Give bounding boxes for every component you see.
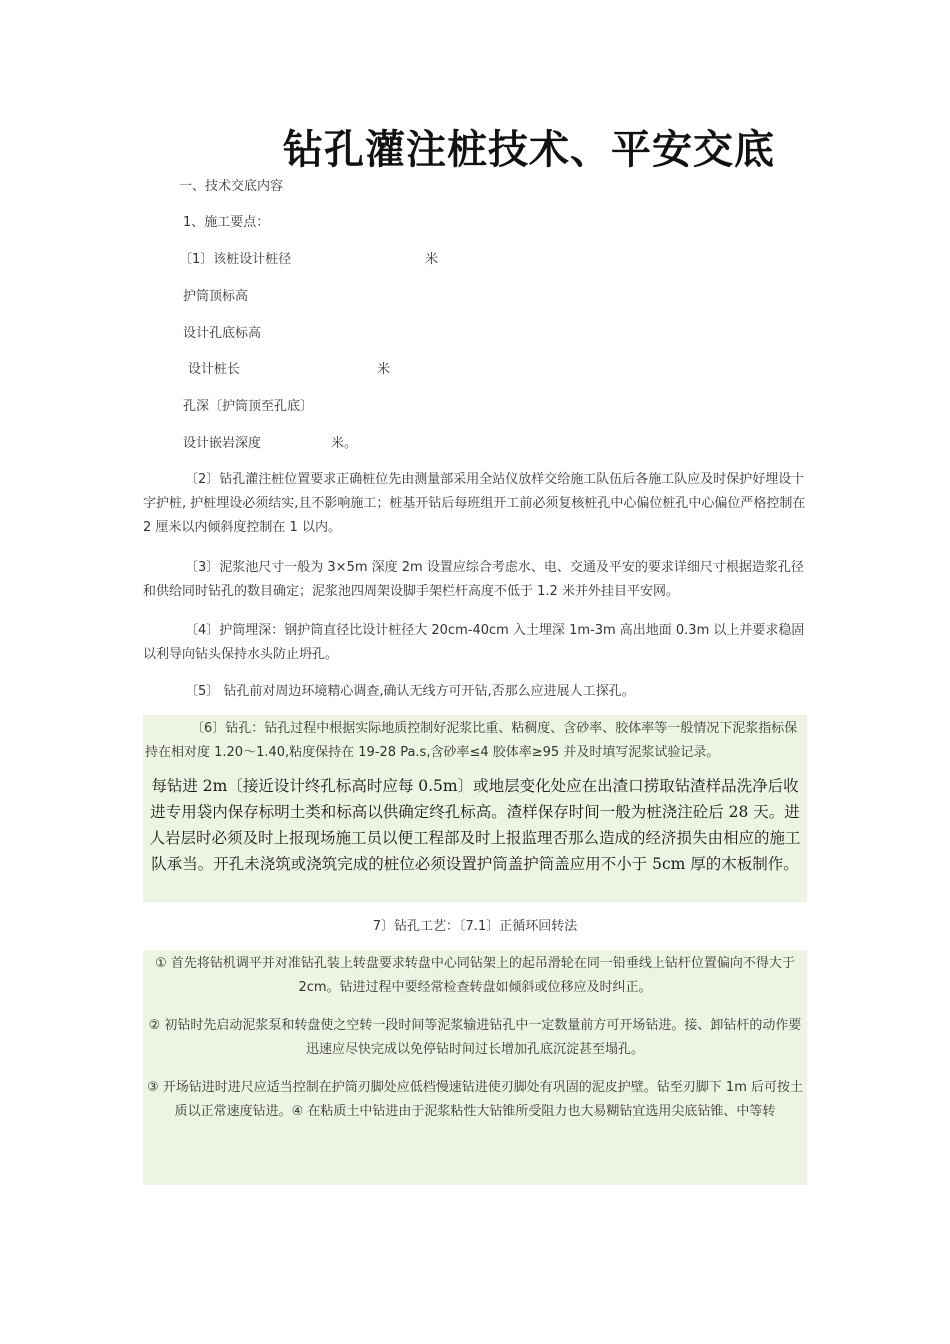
paragraph-4: 〔4〕护筒埋深：钢护筒直径比设计桩径大 20cm-40cm 入土埋深 1m-3m 高出地面 0.3m 以上并要求稳固以利导向钻头保持水头防止坍孔。 [143, 623, 805, 662]
section-heading: 一、技术交底内容 [179, 179, 284, 194]
paragraph-3: 〔3〕泥浆池尺寸一般为 3×5m 深度 2m 设置应综合考虑水、电、交通及平安的要求详细尺寸根据造浆孔径和供给同时钻孔的数目确定；泥浆池四周架设脚手架栏杆高度不低于 1.2 米并外挂目平安网。 [143, 560, 804, 599]
sub-heading: 1、施工要点： [183, 215, 270, 230]
green-box-process [143, 950, 807, 1185]
green-box-drilling [143, 715, 807, 902]
pile-diameter-unit: 米 [425, 252, 439, 267]
paragraph-7-heading: 7〕钻孔工艺：〔7.1〕正循环回转法 [372, 919, 578, 934]
casing-top-label: 护筒顶标高 [183, 289, 249, 304]
rock-depth-label: 设计嵌岩深度 [183, 436, 262, 451]
step-2: ② 初钻时先启动泥浆泵和转盘使之空转一段时间等泥浆输进钻孔中一定数量前方可开场钻进。接、卸钻杆的动作要迅速应尽快完成以免停钻时间过长增加孔底沉淀甚至塌孔。 [148, 1018, 802, 1057]
page-title: 钻孔灌注桩技术、平安交底 [283, 126, 775, 173]
pile-length-label: 设计桩长 [188, 362, 241, 377]
paragraph-6: 〔6〕钻孔：钻孔过程中根据实际地质控制好泥浆比重、粘稠度、含砂率、胶体率等一般情况下泥浆指标保持在相对度 1.20～1.40,粘度保持在 19-28 Pa.s,含砂率≤4 胶体率≥95 并及时填写泥浆试验记录。 [145, 721, 798, 760]
step-3: ③ 开场钻进时进尺应适当控制在护筒刃脚处应低档慢速钻进使刃脚处有巩固的泥皮护壁。钻至刃脚下 1m 后可按土质以正常速度钻进。④ 在粘质土中钻进由于泥浆粘性大钻锥所受阻力也大易糊钻宜选用尖底钻锥、中等转 [147, 1080, 803, 1119]
pile-diameter-label: 〔1〕该桩设计桩径 [179, 252, 292, 267]
step-1: ① 首先将钻机调平并对准钻孔装上转盘要求转盘中心同钻架上的起吊滑轮在同一铅垂线上钻杆位置偏向不得大于 2cm。钻进过程中要经常检查转盘如倾斜或位移应及时纠正。 [155, 956, 795, 995]
rock-depth-unit: 米。 [331, 436, 358, 451]
pile-length-unit: 米 [377, 362, 391, 377]
paragraph-6b: 每钻进 2m〔接近设计终孔标高时应每 0.5m〕或地层变化处应在出渣口捞取钻渣样品洗净后收进专用袋内保存标明土类和标高以供确定终孔标高。渣样保存时间一般为桩浇注砼后 28 天。进人岩层时必须及时上报现场施工员以便工程部及时上报监理否那么造成的经济损失由相应的施工队承当。开孔未浇筑或浇筑完成的桩位必须设置护筒盖护筒盖应用不小于 5cm 厚的木板制作。 [149, 777, 801, 873]
hole-depth-label: 孔深〔护筒顶至孔底〕 [183, 399, 314, 414]
paragraph-2: 〔2〕钻孔灌注桩位置要求正确桩位先由测量部采用全站仪放样交给施工队伍后各施工队应及时保护好埋设十字护桩, 护桩埋设必须结实,且不影响施工；桩基开钻后每班组开工前必须复核桩孔中心偏位桩孔中心偏位严格控制在 2 厘米以内倾斜度控制在 1 以内。 [143, 472, 806, 535]
paragraph-5: 〔5〕 钻孔前对周边环境精心调查,确认无线方可开钻,否那么应进展人工探孔。 [185, 684, 635, 699]
hole-bottom-label: 设计孔底标高 [183, 326, 262, 341]
